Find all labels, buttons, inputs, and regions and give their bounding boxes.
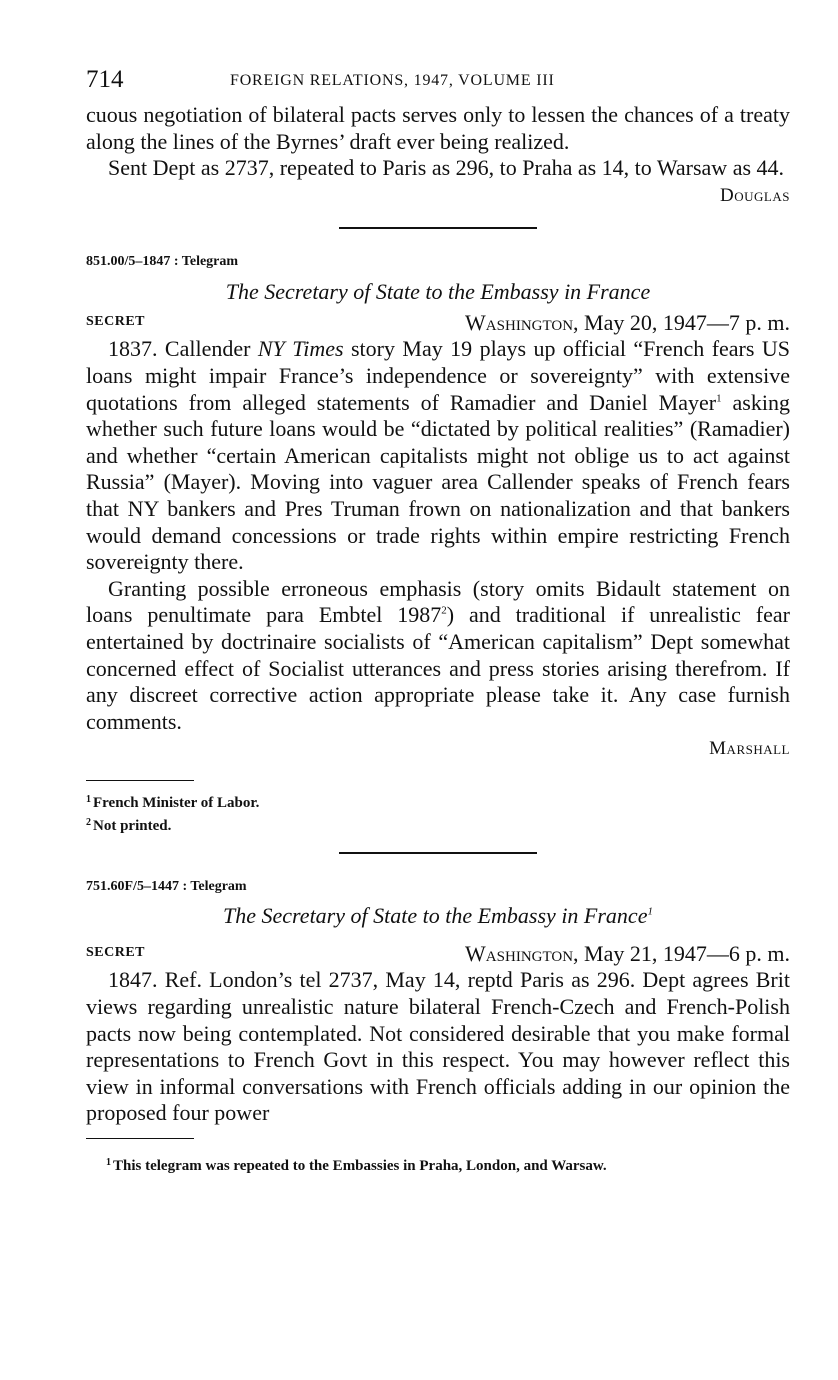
body-paragraph <box>86 336 790 575</box>
place-date <box>465 310 790 336</box>
telegram-body <box>86 967 790 1127</box>
text-run: ) and traditional if unrealistic fear entertained by doctrinaire socialists of “American capitalism” Dept somewhat concerned effect of Socialist utterances and press stories arising therefrom. If any discreet corrective action appropriate please take it. Any case furnish comments. <box>86 602 790 734</box>
telegram-body <box>86 336 790 763</box>
footnote-text: This telegram was repeated to the Embassies in Praha, London, and Warsaw. <box>113 1158 607 1175</box>
page-number: 714 <box>86 66 124 93</box>
newspaper-name: NY Times <box>257 336 344 362</box>
footnote <box>86 790 790 813</box>
body-paragraph <box>86 576 790 736</box>
footnote-ref: 1 <box>716 392 722 405</box>
title-text: The Secretary of State to the Embassy in France <box>223 903 648 929</box>
date: , May 21, 1947—6 p. m. <box>573 941 790 967</box>
file-reference: 851.00/5–1847 : Telegram <box>86 254 239 270</box>
continuation-section <box>86 102 790 209</box>
section-separator <box>339 227 537 229</box>
file-reference: 751.60F/5–1447 : Telegram <box>86 879 247 895</box>
date: , May 20, 1947—7 p. m. <box>573 310 790 336</box>
footnotes <box>86 1153 790 1176</box>
footnote <box>86 813 790 836</box>
classification-label: SECRET <box>86 314 146 330</box>
body-paragraph: 1847. Ref. London’s tel 2737, May 14, reptd Paris as 296. Dept agrees Brit views regarding unrealistic nature bilateral French-Czech and French-Polish pacts now being contemplated. Not considered desirable that you make formal representations to French Govt in this respect. You may however reflect this view in informal conversations with French officials adding in our opinion the proposed four power <box>86 967 790 1126</box>
text-run: asking whether such future loans would be “dictated by political realities” (Ramadier) and whether “certain American capitalists might not oblige us to act against Russia” (Mayer). Moving into vaguer area Callender speaks of French fears that NY bankers and Pres Truman frown on nationalization and that bankers would demand concessions or trade rights within empire restricting French sovereignty there. <box>86 389 790 575</box>
running-head: FOREIGN RELATIONS, 1947, VOLUME III <box>230 72 555 89</box>
footnote <box>86 1153 790 1176</box>
page-header <box>86 64 790 102</box>
signature-douglas: Douglas <box>720 184 790 206</box>
footnote-ref: 1 <box>647 906 653 919</box>
document-page <box>86 64 790 1176</box>
place: Washington <box>465 310 574 336</box>
footnote-mark: 1 <box>86 794 91 806</box>
footnote-ref: 2 <box>441 604 447 617</box>
classification-label: SECRET <box>86 945 146 961</box>
footnote-text: Not printed. <box>93 818 172 835</box>
signature-marshall: Marshall <box>709 738 790 760</box>
continuation-distribution-paragraph: Sent Dept as 2737, repeated to Paris as 296, to Praha as 14, to Warsaw as 44. <box>108 155 785 181</box>
dateline <box>86 941 790 967</box>
continuation-paragraph: cuous negotiation of bilateral pacts serves only to lessen the chances of a treaty along the lines of the Byrnes’ draft ever being realized. <box>86 102 790 154</box>
document-title: The Secretary of State to the Embassy in France <box>225 279 651 305</box>
section-separator <box>339 852 537 854</box>
footnote-text: French Minister of Labor. <box>93 795 260 812</box>
text-run: story May 19 plays up official “French fears US loans might impair France’s independence or sovereignty” with extensive quotations from alleged statements of Ramadier and Daniel Mayer <box>86 336 790 415</box>
place-date <box>465 941 790 967</box>
dateline <box>86 310 790 336</box>
footnotes <box>86 790 790 836</box>
document-title <box>86 903 790 929</box>
footnote-rule <box>86 1138 194 1140</box>
footnote-mark: 1 <box>106 1157 111 1169</box>
text-run: 1837. Callender <box>108 336 258 362</box>
footnote-mark: 2 <box>86 817 91 829</box>
place: Washington <box>465 941 574 967</box>
footnote-rule <box>86 780 194 782</box>
text-run: Granting possible erroneous emphasis (story omits Bidault statement on loans penultimate para Embtel 1987 <box>86 575 790 628</box>
